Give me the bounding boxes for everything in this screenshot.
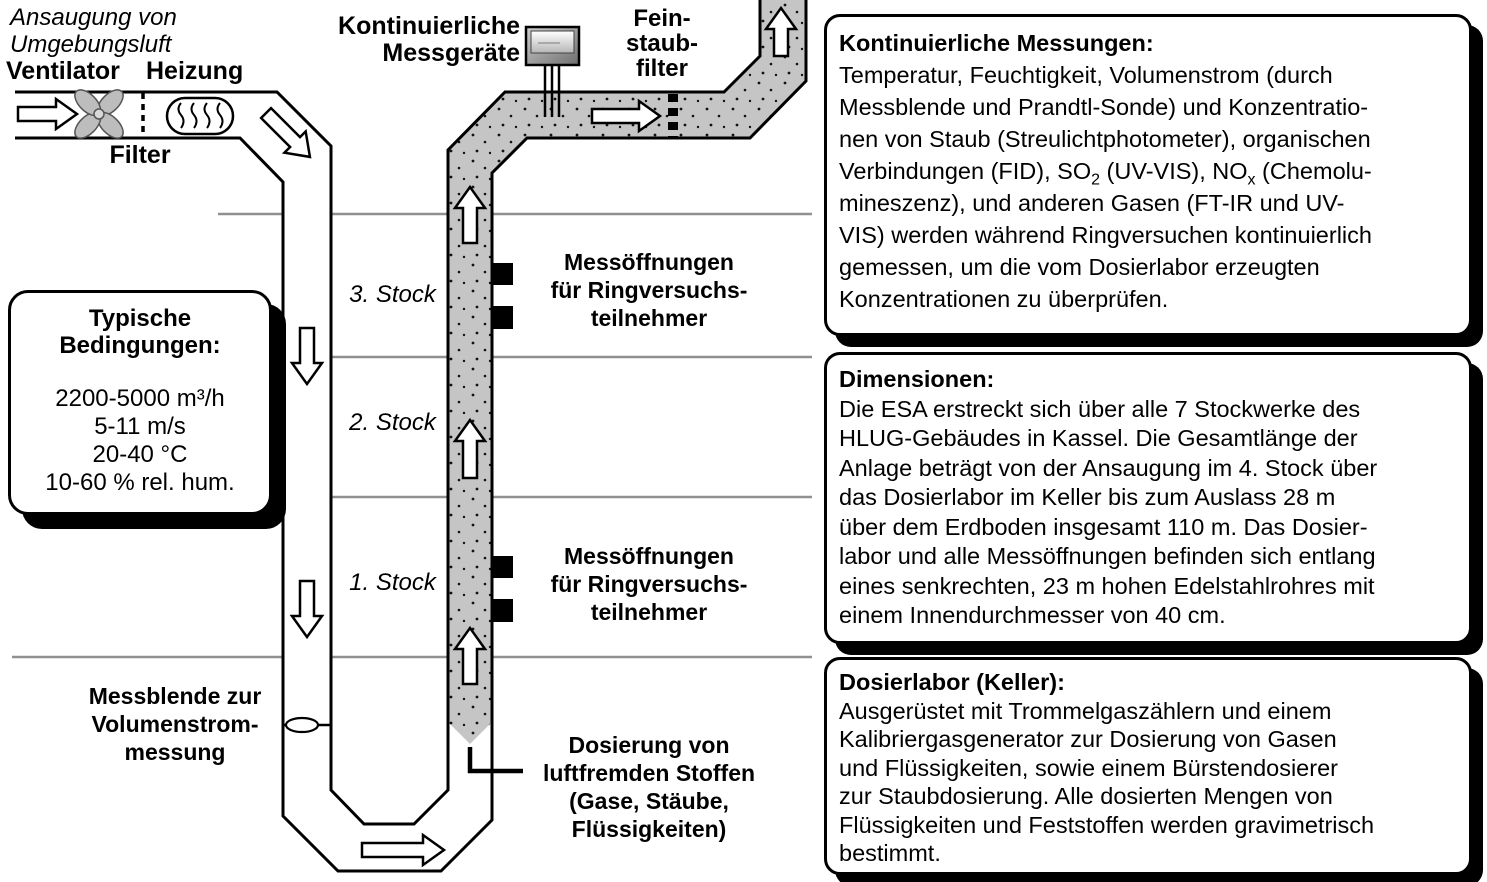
info-box-messungen-line: Messblende und Prandtl-Sonde) und Konzentratio- — [839, 94, 1369, 120]
conditions-box — [8, 290, 272, 515]
intake-caption-line1: Ansaugung von — [10, 4, 177, 31]
info-box-messungen — [824, 14, 1472, 336]
intake-caption-line2: Umgebungsluft — [10, 31, 172, 58]
formula-part: (Chemolu- — [1255, 158, 1372, 184]
conditions-value-velocity: 5-11 m/s — [94, 413, 186, 440]
info-box-messungen-line: Konzentrationen zu überprüfen. — [839, 286, 1169, 312]
ports-label-line2: für Ringversuchs- — [550, 277, 748, 303]
ventilator-label: Ventilator — [6, 57, 120, 85]
info-box-dimensionen-title: Dimensionen: — [839, 366, 995, 392]
ports-label-line1: Messöffnungen — [564, 543, 734, 569]
instruments-label — [300, 13, 520, 67]
conditions-title-line1: Typische — [88, 305, 192, 332]
orifice-label-line3: messung — [124, 739, 226, 765]
conditions-title-line2: Bedingungen: — [59, 332, 221, 359]
heizung-label: Heizung — [146, 57, 244, 85]
fine-dust-filter-label — [606, 6, 718, 81]
conditions-value-temperature: 20-40 °C — [92, 441, 188, 468]
conditions-value-flow: 2200-5000 m³/h — [55, 385, 225, 412]
info-box-dimensionen-line: Die ESA erstreckt sich über alle 7 Stockwerke des — [839, 395, 1361, 422]
dosing-label — [518, 731, 780, 843]
info-box-dimensionen-line: eines senkrechten, 23 m hohen Edelstahlrohres mit — [839, 572, 1375, 599]
conditions-value-humidity: 10-60 % rel. hum. — [45, 469, 235, 496]
intake-caption — [10, 4, 177, 58]
floor-label-1: 1. Stock — [349, 569, 436, 596]
info-box-messungen-line: Temperatur, Feuchtigkeit, Volumenstrom (durch — [839, 62, 1333, 88]
fine-dust-filter-label-line3: filter — [635, 55, 688, 82]
ports-label-line2: für Ringversuchs- — [550, 571, 748, 597]
info-box-dosierlabor-line: Kalibriergasgenerator zur Dosierung von Gasen — [839, 726, 1337, 752]
instruments-label-line2: Messgeräte — [382, 39, 520, 67]
measurement-ports — [492, 263, 513, 622]
info-box-dosierlabor-line: bestimmt. — [839, 840, 941, 866]
formula-part: Verbindungen (FID), SO — [839, 158, 1092, 184]
orifice-label-line2: Volumenstrom- — [91, 711, 259, 737]
orifice-label — [58, 682, 292, 766]
info-box-messungen-formula-line — [839, 155, 1457, 187]
formula-subscript: 2 — [1091, 171, 1100, 189]
info-box-dimensionen — [824, 352, 1472, 644]
info-box-messungen-title: Kontinuierliche Messungen: — [839, 30, 1154, 56]
instruments-label-line1: Kontinuierliche — [338, 12, 520, 40]
ports-label-line3: teilnehmer — [590, 305, 708, 331]
fine-dust-filter-label-line1: Fein- — [633, 5, 691, 32]
info-box-messungen-line: gemessen, um die vom Dosierlabor erzeugten — [839, 254, 1320, 280]
info-box-messungen-line: mineszenz), und anderen Gasen (FT-IR und UV- — [839, 190, 1345, 216]
info-box-dimensionen-line: das Dosierlabor im Keller bis zum Auslass 28 m — [839, 484, 1336, 510]
orifice-label-line1: Messblende zur — [88, 683, 262, 709]
measurement-port — [492, 263, 513, 285]
info-box-dimensionen-line: labor und alle Messöffnungen befinden sich entlang — [839, 543, 1376, 569]
floor-label-3: 3. Stock — [349, 281, 436, 308]
info-box-dosierlabor-line: zur Staubdosierung. Alle dosierten Mengen von — [839, 783, 1333, 809]
info-box-dosierlabor-line: und Flüssigkeiten, sowie einem Bürstendosierer — [839, 754, 1338, 781]
dosing-label-line2: luftfremden Stoffen — [542, 760, 756, 786]
conditions-values — [11, 385, 269, 497]
dosing-label-line4: Flüssigkeiten) — [571, 816, 727, 842]
measurement-port — [492, 599, 513, 622]
info-box-dimensionen-line: HLUG-Gebäudes in Kassel. Die Gesamtlänge der — [839, 425, 1358, 451]
heater-icon — [167, 98, 233, 134]
ports-label-upper — [520, 248, 778, 332]
filter-label: Filter — [109, 141, 171, 169]
measurement-port — [492, 306, 513, 329]
formula-subscript: x — [1247, 171, 1256, 189]
info-box-dimensionen-line: Anlage beträgt von der Ansaugung im 4. Stock über — [839, 454, 1378, 481]
info-box-dosierlabor — [824, 657, 1472, 875]
info-box-messungen-line: VIS) werden während Ringversuchen kontinuierlich — [839, 222, 1372, 248]
info-box-dosierlabor-title: Dosierlabor (Keller): — [839, 669, 1065, 695]
measurement-port — [492, 556, 513, 578]
ports-label-line1: Messöffnungen — [564, 249, 734, 275]
info-box-dosierlabor-line: Flüssigkeiten und Feststoffen werden gravimetrisch — [839, 811, 1375, 838]
info-box-messungen-line: nen von Staub (Streulichtphotometer), organischen — [839, 126, 1371, 152]
conditions-title — [11, 305, 269, 359]
dosing-label-line1: Dosierung von — [568, 732, 730, 758]
info-box-dosierlabor-line: Ausgerüstet mit Trommelgaszählern und einem — [839, 697, 1332, 724]
info-box-dimensionen-line: über dem Erdboden insgesamt 110 m. Das Dosier- — [839, 513, 1368, 540]
ports-label-line3: teilnehmer — [590, 599, 708, 625]
info-box-dimensionen-line: einem Innendurchmesser von 40 cm. — [839, 602, 1226, 628]
dosing-label-line3: (Gase, Stäube, — [569, 788, 729, 814]
floor-label-2: 2. Stock — [349, 409, 436, 436]
formula-part: (UV-VIS), NO — [1100, 158, 1248, 184]
fine-dust-filter-label-line2: staub- — [626, 30, 698, 57]
instrument-box-icon — [526, 27, 579, 65]
ports-label-lower — [520, 542, 778, 626]
